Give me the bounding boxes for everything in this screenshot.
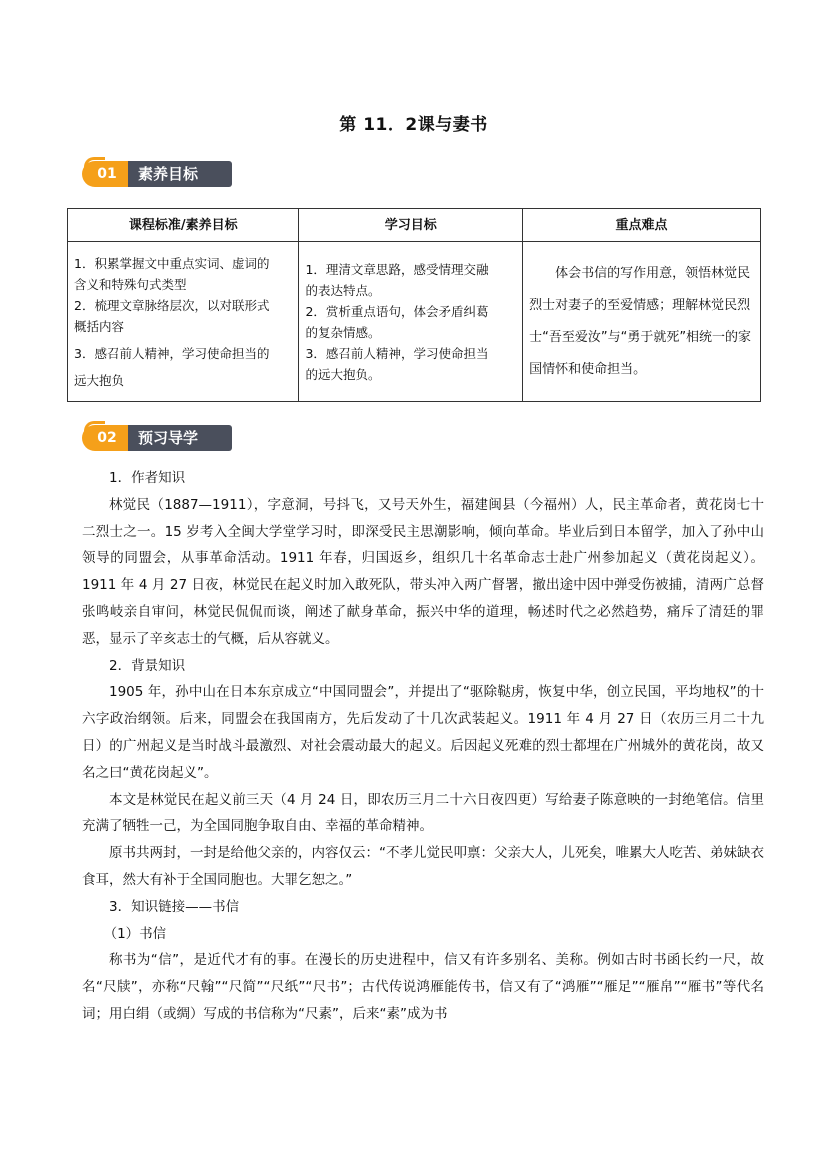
paragraph-other-letter: 原书共两封，一封是给他父亲的，内容仅云：“不孝儿觉民叩禀：父亲大人，儿死矣，唯累大人吃苦、弟妹缺衣食耳，然大有补于全国同胞也。大罪乞恕之。”: [82, 845, 764, 888]
cell-line: 含义和特殊句式类型: [74, 276, 187, 292]
heading-author: 1．作者知识: [109, 470, 186, 486]
paragraph-background: 1905 年，孙中山在日本东京成立“中国同盟会”，并提出了“驱除鞑虏，恢复中华，创立民国，平均地权”的十六字政治纲领。后来，同盟会在我国南方，先后发动了十几次武装起义。1911 年 4 月 27 日（农历三月二十九日）的广州起义是当时战斗最激烈、对社会震动最大的起义。后因起义死难的烈士都埋在广州城外的黄花岗，故又名之曰“黄花岗起义”。: [82, 684, 764, 781]
heading-knowledge-link: 3．知识链接——书信: [109, 898, 240, 915]
cell-standards: [68, 242, 299, 402]
preview-content: [82, 465, 764, 1028]
section-badge-preview: [82, 421, 232, 455]
section-label: 素养目标: [128, 161, 232, 187]
cell-line: 1．积累掌握文中重点实词、虚词的: [74, 255, 270, 271]
paragraph-author: 林觉民（1887—1911），字意洞，号抖飞，又号天外生，福建闽县（今福州）人，民主革命者，黄花岗七十二烈士之一。15 岁考入全闽大学堂学习时，即深受民主思潮影响，倾向革命。毕业后到日本留学，加入了孙中山领导的同盟会，从事革命活动。1911 年春，归国返乡，组织几十名革命志士赴广州参加起义（黄花岗起义）。1911 年 4 月 27 日夜，林觉民在起义时加入敢死队，带头冲入两广督署，撤出途中因中弹受伤被捕，清两广总督张鸣岐亲自审问，林觉民侃侃而谈，阐述了献身革命，振兴中华的道理，畅述时代之必然趋势，痛斥了清廷的罪恶，显示了辛亥志士的气概，后从容就义。: [82, 496, 764, 647]
cell-line: 1．理清文章思路，感受情理交融: [305, 261, 489, 277]
cell-line: 2．赏析重点语句，体会矛盾纠葛: [305, 303, 489, 319]
cell-learning-goals: [299, 242, 523, 402]
cell-line: 3．感召前人精神，学习使命担当: [305, 345, 489, 361]
page-title: 第 11．2课与妻书: [339, 115, 488, 135]
header-key-points: 重点难点: [523, 209, 761, 242]
cell-line: 概括内容: [74, 318, 125, 334]
paragraph-letters: 称书为“信”，是近代才有的事。在漫长的历史进程中，信又有许多别名、美称。例如古时书函长约一尺，故名“尺牍”，亦称“尺翰”“尺简”“尺纸”“尺书”；古代传说鸿雁能传书，信又有了“鸿雁”“雁足”“雁帛”“雁书”等代名词；用白绢（或绸）写成的书信称为“尺素”，后来“素”成为书: [82, 952, 764, 1022]
cell-line: 的远大抱负。: [305, 366, 381, 382]
cell-line: 2．梳理文章脉络层次，以对联形式: [74, 297, 270, 313]
section-label: 预习导学: [128, 425, 232, 451]
cell-line: 远大抱负: [74, 372, 125, 388]
cell-line: 3．感召前人精神，学习使命担当的: [74, 345, 270, 361]
cell-line: 的复杂情感。: [305, 324, 381, 340]
cell-line: 的表达特点。: [305, 282, 381, 298]
goals-table: [67, 208, 761, 402]
table-row: [68, 242, 761, 402]
header-learning-goals: 学习目标: [299, 209, 523, 242]
section-number: 02: [82, 425, 128, 451]
subheading-letters: （1）书信: [103, 925, 167, 942]
table-header-row: [68, 209, 761, 242]
section-badge-goals: [82, 157, 232, 191]
section-number: 01: [82, 161, 128, 187]
paragraph-about-letter: 本文是林觉民在起义前三天（4 月 24 日，即农历三月二十六日夜四更）写给妻子陈意映的一封绝笔信。信里充满了牺牲一己，为全国同胞争取自由、幸福的革命精神。: [82, 791, 764, 835]
heading-background: 2．背景知识: [109, 657, 186, 674]
header-standards: 课程标准/素养目标: [68, 209, 299, 242]
cell-key-points: 体会书信的写作用意，领悟林觉民烈士对妻子的至爱情感；理解林觉民烈士“吾至爱汝”与“勇于就死”相统一的家国情怀和使命担当。: [523, 242, 761, 402]
